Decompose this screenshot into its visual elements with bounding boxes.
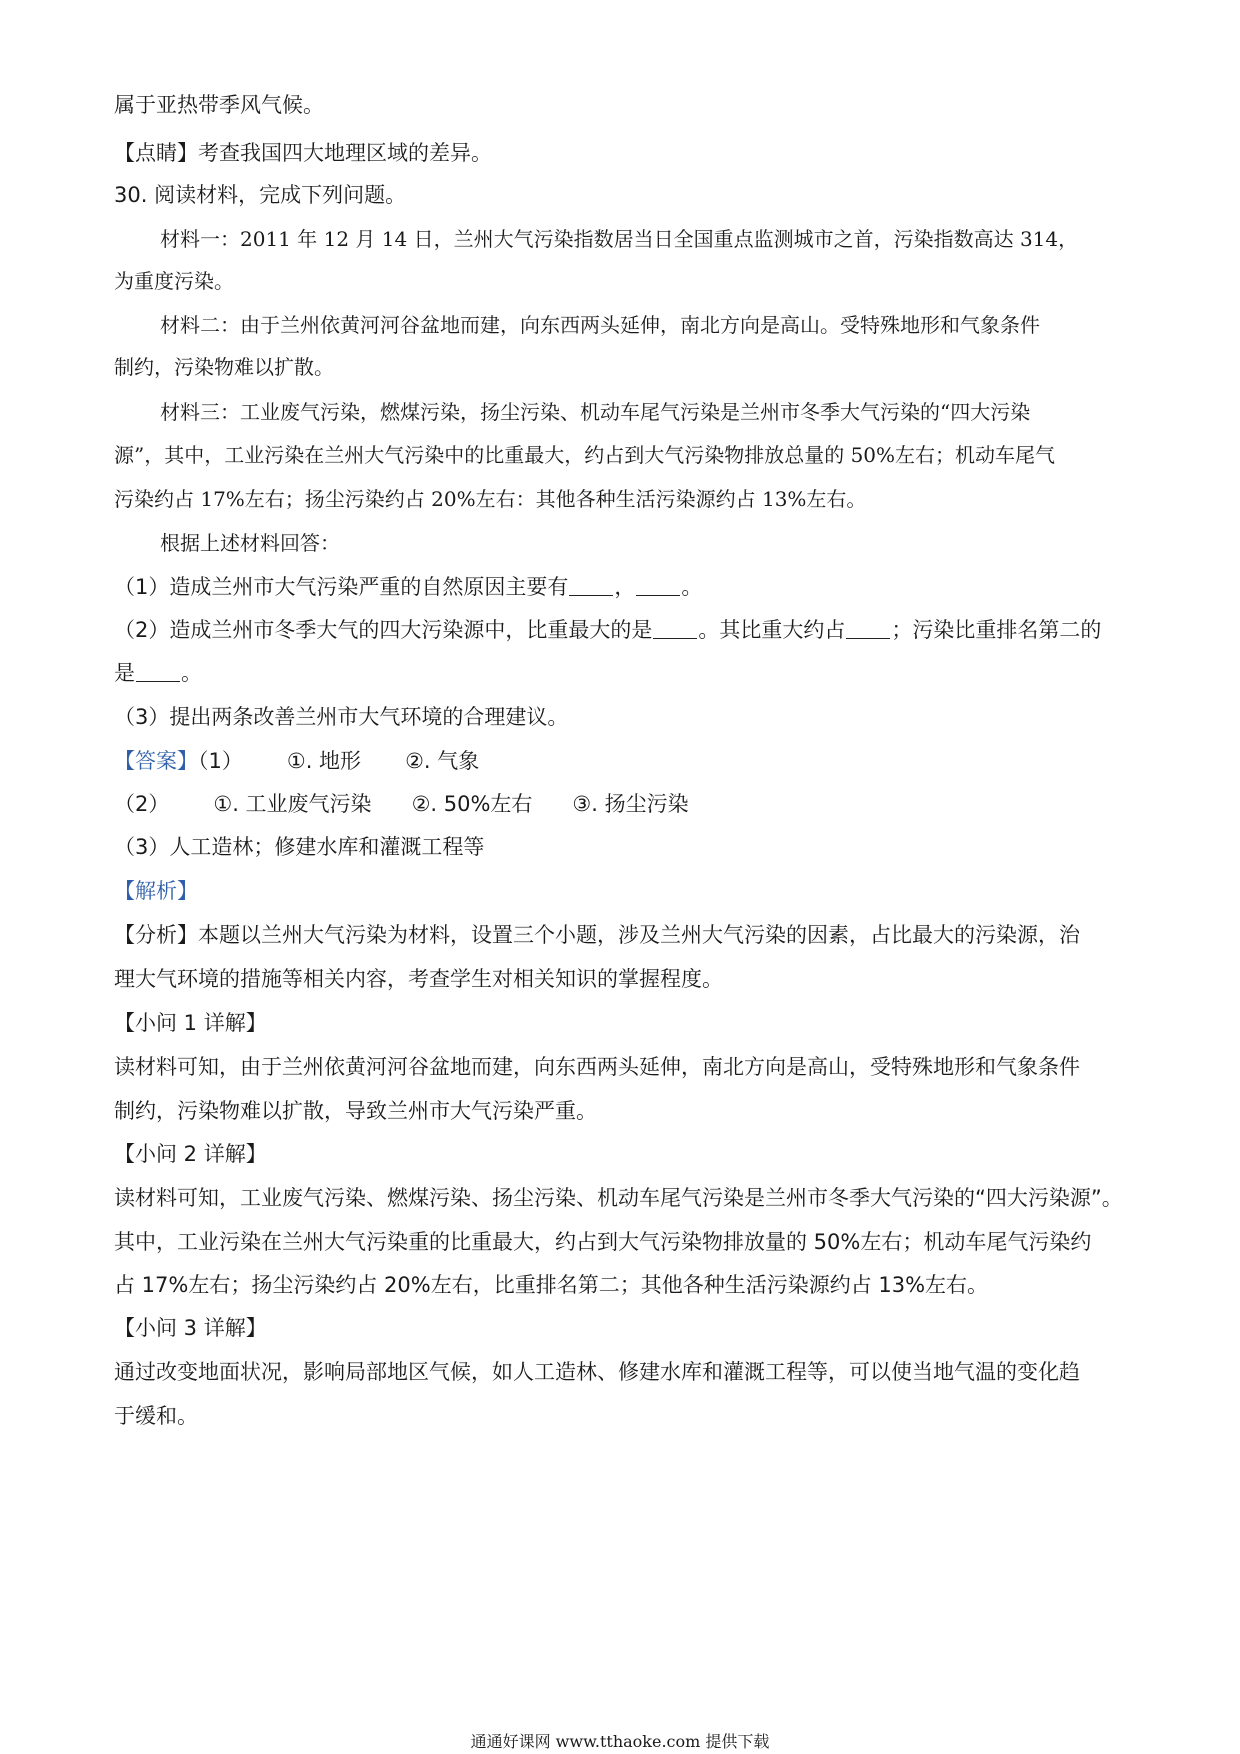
answer-line-2: （2） ①. 工业废气污染 ②. 50%左右 ③. 扬尘污染: [114, 792, 689, 816]
answer-label: 【答案】: [114, 749, 198, 773]
instruction-line: 根据上述材料回答：: [160, 531, 340, 555]
answer-blank: [569, 575, 613, 596]
answer-line-3: （3）人工造林；修建水库和灌溉工程等: [114, 835, 485, 859]
explanation-line: 读材料可知，由于兰州依黄河河谷盆地而建，向东西两头延伸，南北方向是高山，受特殊地形和气象条件: [114, 1055, 1080, 1079]
sub-question-1: （1）造成兰州市大气污染严重的自然原因主要有 ， 。: [114, 575, 703, 599]
answer-blank: [636, 575, 680, 596]
explanation-line: 占 17%左右；扬尘污染约占 20%左右，比重排名第二；其他各种生活污染源约占 13%左右。: [114, 1273, 989, 1297]
material-1-line: 材料一：2011 年 12 月 14 日，兰州大气污染指数居当日全国重点监测城市之首，污染指数高达 314，: [160, 227, 1079, 251]
answer-blank: [846, 618, 890, 639]
explanation-line: 制约，污染物难以扩散，导致兰州市大气污染严重。: [114, 1099, 597, 1123]
material-3-line: 源”，其中，工业污染在兰州大气污染中的比重最大，约占到大气污染物排放总量的 50%左右；机动车尾气: [114, 443, 1056, 467]
explanation-line: 通过改变地面状况，影响局部地区气候，如人工造林、修建水库和灌溉工程等，可以使当地气温的变化趋: [114, 1360, 1080, 1384]
sub-question-2-heading: 【小问 2 详解】: [114, 1142, 267, 1166]
material-2-line: 制约，污染物难以扩散。: [114, 355, 334, 379]
sub-question-2: （2）造成兰州市冬季大气的四大污染源中，比重最大的是 。其比重大约占 ；污染比重排名第二的: [114, 618, 1102, 642]
footer-watermark: 通通好课网 www.tthaoke.com 提供下载: [470, 1732, 770, 1751]
explanation-line: 读材料可知，工业废气污染、燃煤污染、扬尘污染、机动车尾气污染是兰州市冬季大气污染的“四大污染源”。: [114, 1186, 1123, 1210]
answer-blank: [136, 661, 180, 682]
question-30-title: 30. 阅读材料，完成下列问题。: [114, 183, 407, 207]
sub-question-3: （3）提出两条改善兰州市大气环境的合理建议。: [114, 705, 569, 729]
sub-question-3-heading: 【小问 3 详解】: [114, 1316, 267, 1340]
dianjing-line: 【点睛】考查我国四大地理区域的差异。: [114, 141, 492, 165]
analysis-line: 【分析】本题以兰州大气污染为材料，设置三个小题，涉及兰州大气污染的因素，占比最大的污染源，治: [114, 923, 1080, 947]
answer-blank: [653, 618, 697, 639]
material-3-line: 污染约占 17%左右；扬尘污染约占 20%左右：其他各种生活污染源约占 13%左右。: [114, 487, 867, 511]
text-line: 属于亚热带季风气候。: [114, 93, 324, 117]
answer-line-1: 【答案】（1） ①. 地形 ②. 气象: [114, 749, 480, 773]
explanation-line: 其中，工业污染在兰州大气污染重的比重最大，约占到大气污染物排放量的 50%左右；机动车尾气污染约: [114, 1230, 1092, 1254]
analysis-line: 理大气环境的措施等相关内容，考查学生对相关知识的掌握程度。: [114, 967, 723, 991]
sub-question-2-cont: 是 。: [114, 661, 202, 685]
sub-question-1-heading: 【小问 1 详解】: [114, 1011, 267, 1035]
explanation-line: 于缓和。: [114, 1404, 198, 1428]
material-3-line: 材料三：工业废气污染，燃煤污染，扬尘污染、机动车尾气污染是兰州市冬季大气污染的“四大污染: [160, 400, 1031, 424]
material-1-line: 为重度污染。: [114, 269, 234, 293]
analysis-label: 【解析】: [114, 879, 198, 903]
material-2-line: 材料二：由于兰州依黄河河谷盆地而建，向东西两头延伸，南北方向是高山。受特殊地形和气象条件: [160, 313, 1040, 337]
